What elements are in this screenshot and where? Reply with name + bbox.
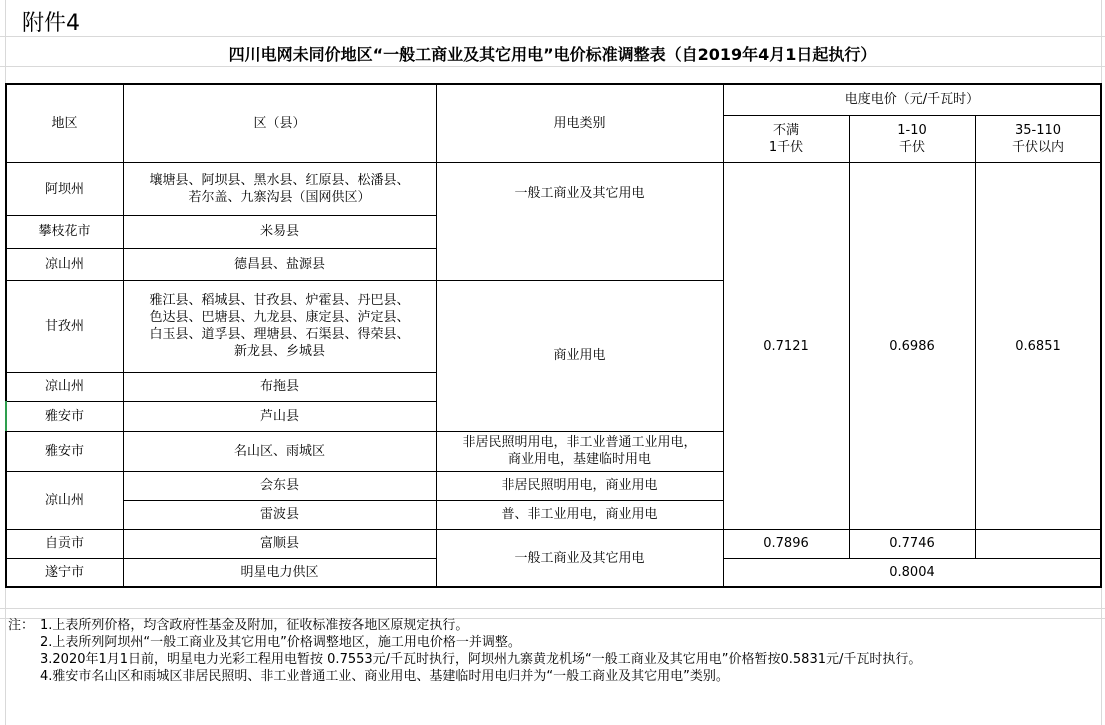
row-county: 壤塘县、阿坝县、黑水县、红原县、松潘县、 若尔盖、九寨沟县（国网供区） bbox=[149, 173, 410, 205]
table-border bbox=[849, 115, 850, 558]
note-item: 注： 1.上表所列价格，均含政府性基金及附加，征收标准按各地区原规定执行。 bbox=[8, 618, 469, 633]
row-region: 凉山州 bbox=[44, 256, 84, 272]
row-county: 雅江县、稻城县、甘孜县、炉霍县、丹巴县、 色达县、巴塘县、九龙县、康定县、泸定县、 白玉县、道孚县、理塘县、石渠县、得荣县、 新龙县、乡城县 bbox=[149, 293, 410, 359]
table-border bbox=[5, 83, 1102, 85]
header-price-group: 电度电价（元/千瓦时） bbox=[844, 92, 980, 107]
table-border bbox=[1100, 83, 1102, 588]
row-county: 德昌县、盐源县 bbox=[233, 256, 325, 272]
row-price-all: 0.8004 bbox=[889, 565, 935, 580]
table-border bbox=[5, 586, 1102, 588]
table-border bbox=[436, 84, 437, 587]
table-border bbox=[6, 280, 723, 281]
row-region: 阿坝州 bbox=[44, 181, 84, 197]
table-border bbox=[6, 215, 436, 216]
category-commercial: 商业用电 bbox=[553, 348, 606, 363]
note-item: 4.雅安市名山区和雨城区非居民照明、非工业普通工业、商业用电、基建临时用电归并为“一般工商业及其它用电”类别。 bbox=[40, 669, 729, 684]
table-border bbox=[123, 500, 723, 501]
header-category: 用电类别 bbox=[553, 116, 606, 131]
price-35-110kv: 0.6851 bbox=[1015, 338, 1061, 354]
row-region: 攀枝花市 bbox=[38, 224, 91, 239]
category-general: 一般工商业及其它用电 bbox=[514, 186, 645, 201]
table-border bbox=[6, 431, 723, 432]
table-border bbox=[6, 162, 1101, 163]
row-region: 甘孜州 bbox=[44, 318, 84, 334]
header-voltage-35-110kv: 35-110 千伏以内 bbox=[1011, 123, 1064, 155]
notes-section bbox=[8, 617, 1098, 685]
table-border bbox=[723, 115, 1101, 116]
table-border bbox=[6, 558, 436, 559]
row-region: 遂宁市 bbox=[44, 565, 84, 580]
row-county: 会东县 bbox=[259, 478, 299, 493]
table-title: 四川电网未同价地区“一般工商业及其它用电”电价标准调整表（自2019年4月1日起执行） bbox=[228, 45, 877, 64]
table-border bbox=[6, 372, 436, 373]
row-category: 非居民照明用电，非工业普通工业用电， 商业用电，基建临时用电 bbox=[462, 435, 697, 467]
row-category: 非居民照明用电，商业用电 bbox=[501, 478, 658, 493]
row-category: 普、非工业用电，商业用电 bbox=[501, 507, 658, 522]
row-region: 雅安市 bbox=[44, 443, 84, 459]
row-region: 凉山州 bbox=[44, 492, 84, 508]
row-county: 名山区、雨城区 bbox=[233, 443, 325, 459]
category-general-2: 一般工商业及其它用电 bbox=[514, 550, 645, 566]
note-item: 3.2020年1月1日前，明星电力光彩工程用电暂按 0.7553元/千瓦时执行，阿坝州九寨黄龙机场“一般工商业及其它用电”价格暂按0.5831元/千瓦时执行。 bbox=[40, 652, 922, 667]
row-county: 明星电力供区 bbox=[240, 565, 319, 580]
price-under-1kv: 0.7121 bbox=[763, 338, 809, 354]
table-border bbox=[6, 248, 436, 249]
table-border bbox=[5, 83, 7, 588]
table-border bbox=[6, 529, 1101, 530]
row-price-under-1kv: 0.7896 bbox=[763, 536, 809, 551]
annex-label: 附件4 bbox=[22, 11, 80, 36]
header-region: 地区 bbox=[51, 116, 78, 131]
header-county: 区（县） bbox=[253, 116, 306, 131]
row-county: 米易县 bbox=[259, 224, 299, 239]
row-price-1-10kv: 0.7746 bbox=[889, 536, 935, 551]
note-item: 2.上表所列阿坝州“一般工商业及其它用电”价格调整地区，施工用电价格一并调整。 bbox=[40, 635, 521, 650]
header-voltage-under-1kv: 不满 1千伏 bbox=[768, 123, 804, 155]
row-county: 雷波县 bbox=[259, 507, 299, 522]
table-border bbox=[123, 84, 124, 587]
row-county: 芦山县 bbox=[259, 408, 299, 424]
table-border bbox=[723, 558, 1101, 559]
price-1-10kv: 0.6986 bbox=[889, 338, 935, 354]
row-region: 自贡市 bbox=[44, 536, 84, 551]
cell-selection-marker bbox=[5, 401, 7, 431]
row-county: 布拖县 bbox=[259, 379, 299, 394]
row-region: 雅安市 bbox=[44, 408, 84, 424]
header-voltage-1-10kv: 1-10 千伏 bbox=[897, 123, 927, 155]
row-county: 富顺县 bbox=[259, 536, 299, 551]
row-region: 凉山州 bbox=[44, 379, 84, 394]
table-border bbox=[975, 115, 976, 558]
table-border bbox=[6, 401, 436, 402]
table-border bbox=[723, 84, 724, 587]
table-border bbox=[6, 471, 723, 472]
